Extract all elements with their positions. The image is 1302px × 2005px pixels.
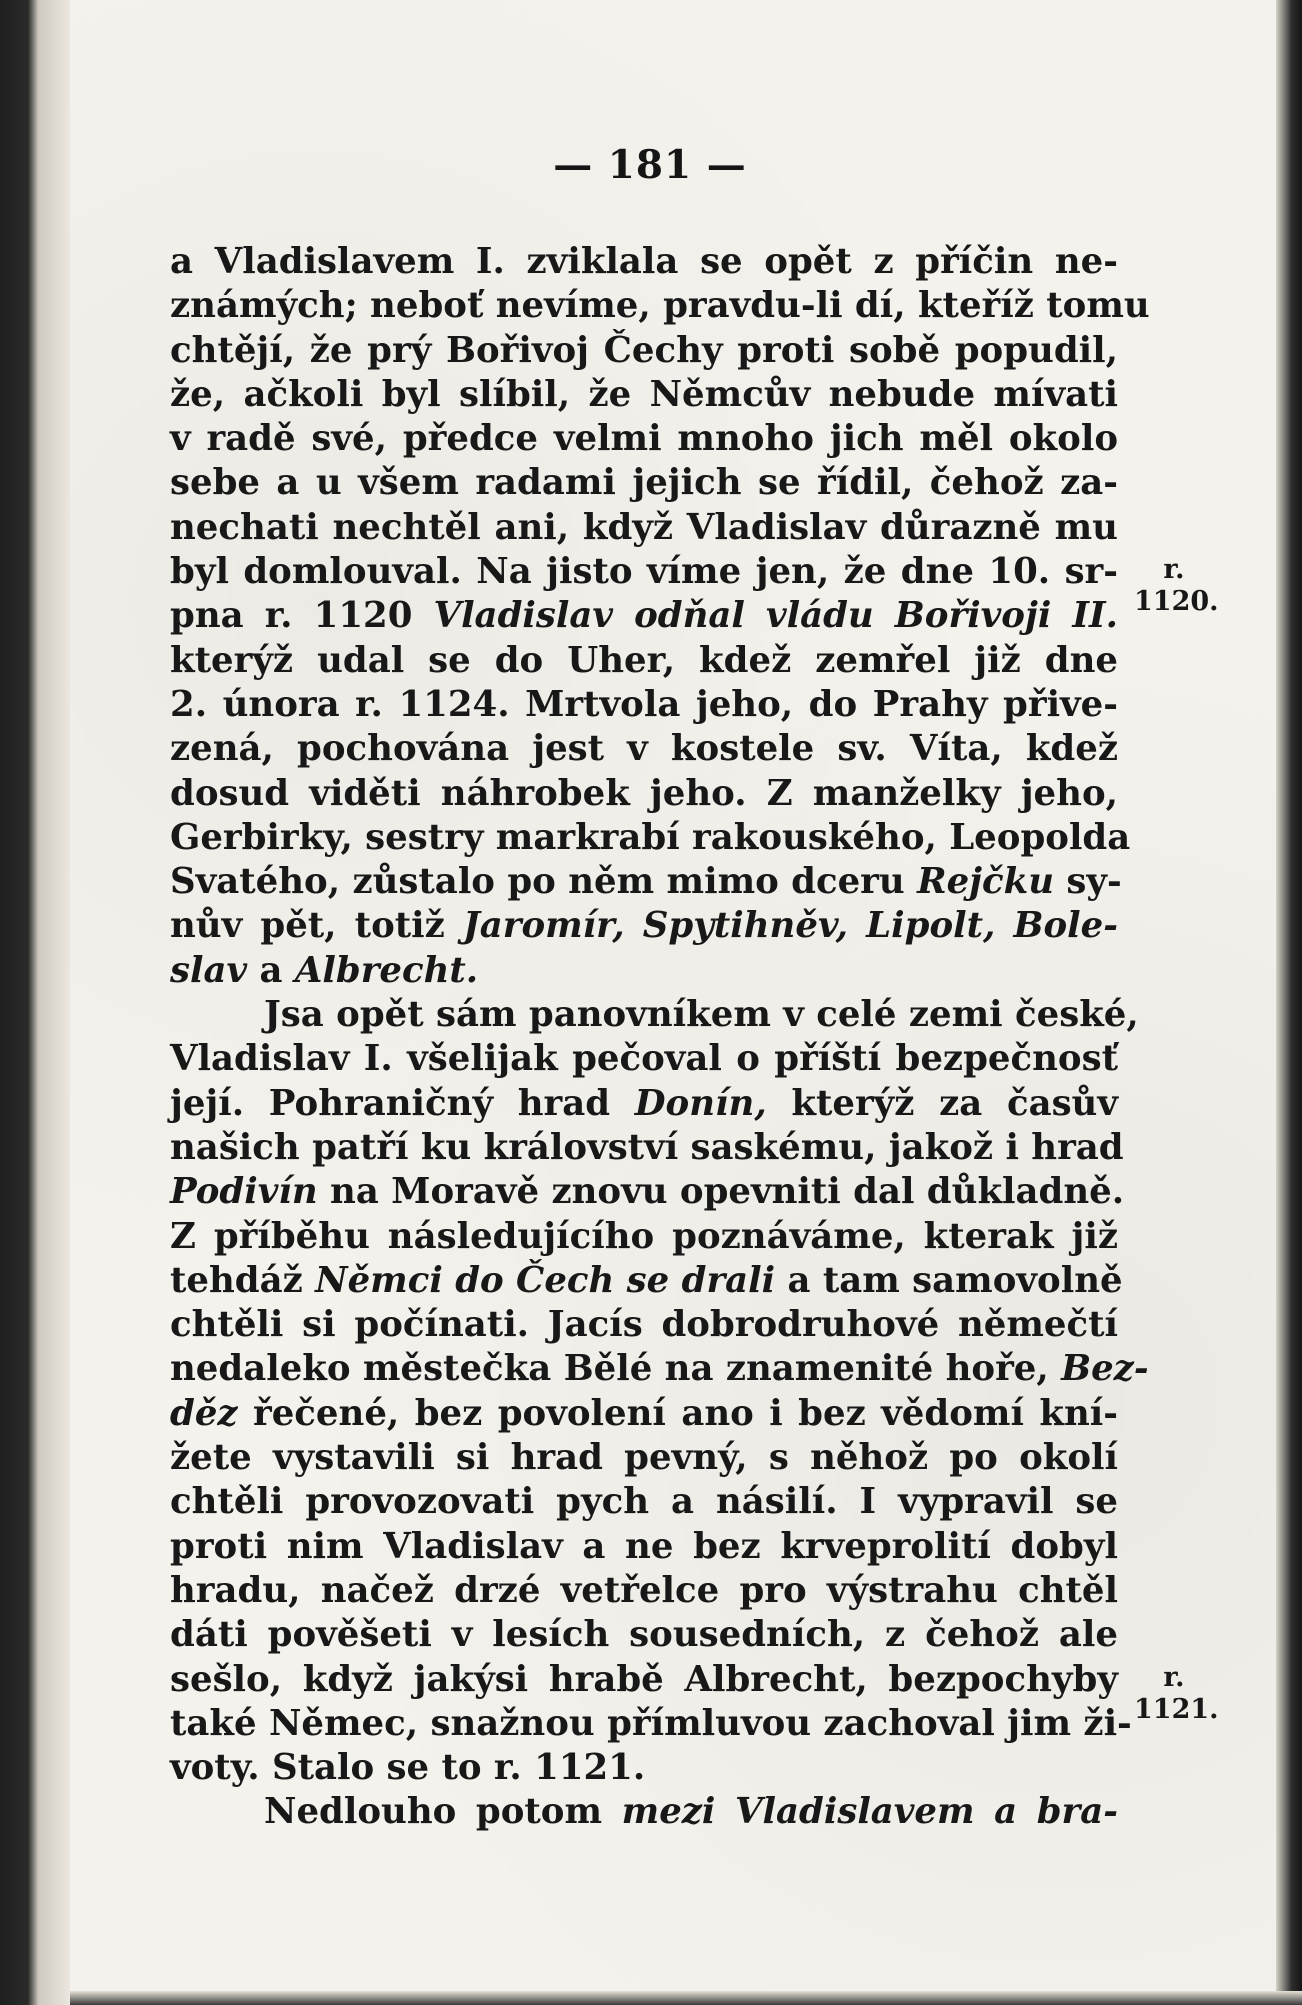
text-segment: a Vladislavem I. zviklala se opět z příčin ne- (170, 241, 1118, 282)
text-line (170, 594, 1118, 638)
text-segment: voty. Stalo se to r. 1121. (170, 1747, 646, 1789)
text-segment: Nedlouho potom (264, 1791, 622, 1833)
text-line (170, 1702, 1132, 1746)
text-line (170, 1658, 1118, 1702)
text-line (170, 1613, 1118, 1657)
text-line (170, 1347, 1149, 1391)
text-line (170, 329, 1118, 373)
text-line (170, 1037, 1118, 1081)
text-segment: dáti pověšeti v lesích sousedních, z čehož ale (170, 1614, 1118, 1656)
text-line (170, 1392, 1118, 1436)
text-line (170, 1126, 1124, 1170)
text-segment: známých; neboť nevíme, pravdu-li dí, kteříž tomu (170, 285, 1150, 327)
text-segment: tehdáž (170, 1259, 316, 1301)
italic-text-segment: Donín, (634, 1082, 767, 1124)
text-line (170, 284, 1150, 328)
text-line (170, 1480, 1118, 1524)
bottom-page-edge (70, 1991, 1302, 2005)
text-segment: dosud viděti náhrobek jeho. Z manželky jeho, (170, 772, 1118, 814)
body-text (170, 240, 1150, 1835)
text-line (170, 1790, 1118, 1834)
text-line (170, 1569, 1118, 1613)
right-page-edge (1276, 0, 1302, 2005)
text-segment: pna r. 1120 (170, 595, 434, 637)
italic-text-segment: Podivín (170, 1171, 318, 1213)
text-segment: našich patří ku království saskému, jakož i hrad (170, 1126, 1124, 1168)
text-line (170, 1215, 1118, 1259)
text-segment: sešlo, když jakýsi hrabě Albrecht, bezpochyby (170, 1658, 1118, 1700)
text-line (170, 461, 1118, 505)
italic-text-segment: slav (170, 949, 248, 991)
text-segment: nův pět, totiž (170, 905, 463, 947)
text-segment: chtějí, že prý Bořivoj Čechy proti sobě popudil, (170, 329, 1118, 371)
text-line (170, 550, 1118, 594)
italic-text-segment: Bez- (1061, 1348, 1149, 1390)
italic-text-segment: Vladislav odňal vládu Bořivoji II. (433, 595, 1118, 637)
text-line (170, 727, 1118, 771)
text-segment: v radě své, předce velmi mnoho jich měl okolo (170, 418, 1118, 460)
italic-text-segment: Jaromír, Spytihněv, Lipolt, Bole- (462, 905, 1118, 947)
text-line (170, 1259, 1123, 1303)
text-segment: kterýž za časův (766, 1082, 1118, 1124)
italic-text-segment: Němci do Čech se drali (315, 1259, 776, 1301)
text-line (170, 1746, 1118, 1790)
italic-text-segment: mezi Vladislavem a bra- (621, 1791, 1118, 1833)
left-page-edge (0, 0, 70, 2005)
text-segment: nechati nechtěl ani, když Vladislav důrazně mu (170, 506, 1118, 548)
text-segment: hradu, načež drzé vetřelce pro výstrahu chtěl (170, 1569, 1118, 1611)
text-line (170, 1082, 1118, 1126)
text-segment: kterýž udal se do Uher, kdež zemřel již dne (170, 639, 1118, 681)
text-line (170, 949, 1118, 993)
text-line (170, 417, 1118, 461)
text-line (170, 1525, 1118, 1569)
text-line (170, 639, 1118, 683)
text-segment: Z příběhu následujícího poznáváme, kterak již (170, 1215, 1118, 1257)
text-line (170, 904, 1118, 948)
text-line (170, 816, 1131, 860)
text-segment: byl domlouval. Na jisto víme jen, že dne 10. sr- (170, 551, 1118, 593)
text-line (170, 1436, 1118, 1480)
text-segment: nedaleko městečka Bělé na znamenité hoře, (170, 1348, 1062, 1390)
text-line (170, 1170, 1125, 1214)
text-segment: 2. února r. 1124. Mrtvola jeho, do Prahy přive- (170, 683, 1118, 725)
text-segment: na Moravě znovu opevniti dal důkladně. (317, 1171, 1125, 1213)
text-line (170, 506, 1118, 550)
text-line (170, 683, 1118, 727)
text-line (170, 240, 1118, 284)
text-segment: chtěli si počínati. Jacís dobrodruhové němečtí (170, 1304, 1118, 1346)
text-segment: Jsa opět sám panovníkem v celé zemi české, (264, 994, 1139, 1036)
text-segment: také Němec, snažnou přímluvou zachoval jim ži- (170, 1702, 1132, 1744)
text-line (170, 1303, 1118, 1347)
text-segment: sy- (1054, 861, 1122, 903)
text-line (170, 373, 1118, 417)
text-segment: že, ačkoli byl slíbil, že Němcův nebude mívati (170, 373, 1118, 415)
text-segment: chtěli provozovati pych a násilí. I vypravil se (170, 1481, 1118, 1523)
text-segment: proti nim Vladislav a ne bez krveprolití dobyl (170, 1525, 1118, 1567)
text-segment: a (247, 949, 295, 991)
margin-note-year: r. 1121. (1134, 1661, 1219, 1725)
text-line (170, 860, 1122, 904)
text-segment: žete vystavili si hrad pevný, s něhož po okolí (170, 1437, 1118, 1479)
text-segment: Vladislav I. všelijak pečoval o příští bezpečnosť (170, 1038, 1118, 1080)
text-segment: Gerbirky, sestry markrabí rakouského, Leopolda (170, 816, 1131, 858)
text-segment: Svatého, zůstalo po něm mimo dceru (170, 861, 918, 903)
text-segment: a tam samovolně (775, 1259, 1123, 1301)
text-segment: sebe a u všem radami jejich se řídil, čehož za- (170, 462, 1118, 504)
text-line (170, 772, 1118, 816)
italic-text-segment: děz (170, 1392, 238, 1434)
margin-note-year: r. 1120. (1134, 554, 1219, 618)
italic-text-segment: Rejčku (917, 861, 1055, 903)
text-segment: její. Pohraničný hrad (170, 1082, 635, 1124)
text-segment: řečené, bez povolení ano i bez vědomí kní- (237, 1392, 1118, 1434)
page-number: — 181 — (553, 142, 747, 188)
italic-text-segment: Albrecht. (294, 949, 479, 991)
text-line (170, 993, 1139, 1037)
text-segment: zená, pochována jest v kostele sv. Víta, kdež (170, 728, 1118, 770)
